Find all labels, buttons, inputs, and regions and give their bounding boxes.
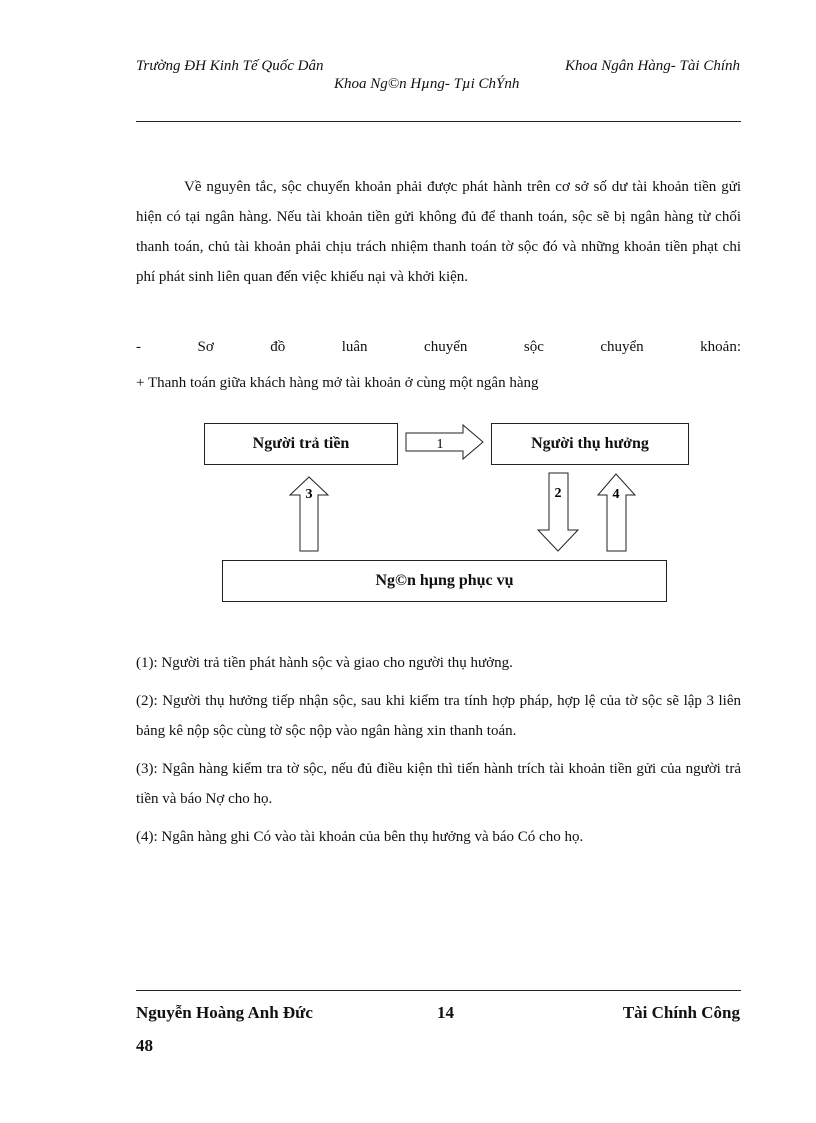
footer-page-number: 14: [437, 1003, 454, 1022]
header-school: Trường ĐH Kinh Tế Quốc Dân: [136, 58, 324, 74]
heading-word: chuyển: [600, 339, 644, 355]
footer-class-number: 48: [136, 1036, 153, 1055]
arrow-4-label: 4: [612, 487, 620, 502]
footer-class-name: Tài Chính Công: [622, 1003, 740, 1022]
heading-word: đồ: [270, 339, 286, 355]
arrow-2-label: 2: [554, 486, 562, 501]
heading-word: chuyển: [424, 339, 468, 355]
heading-word: luân: [341, 339, 368, 355]
footer-rule: [136, 990, 741, 991]
note-1: (1): Người trả tiền phát hành sộc và giao cho người thụ hưởng.: [136, 655, 513, 671]
heading-dash: -: [136, 339, 141, 355]
header-faculty-garbled: Khoa Ng©n Hµng- Tµi ChÝnh: [334, 76, 520, 92]
arrow-2-icon: [538, 473, 578, 551]
footer-author: Nguyễn Hoàng Anh Đức: [136, 1003, 313, 1022]
arrow-3-label: 3: [305, 487, 313, 502]
heading-word: khoản:: [700, 339, 741, 355]
bank-box: Ng©n hµng phục vụ: [222, 560, 667, 602]
arrow-1-label: 1: [436, 437, 444, 452]
note-4: (4): Ngân hàng ghi Có vào tài khoản của bên thụ hưởng và báo Có cho họ.: [136, 829, 584, 845]
heading-word: Sơ: [197, 339, 214, 355]
arrow-4-icon: [598, 474, 635, 551]
note-3: (3): Ngân hàng kiểm tra tờ sộc, nếu đủ điều kiện thì tiến hành trích tài khoản tiền gửi của người trả tiền và báo Nợ cho họ.: [136, 761, 741, 807]
diagram-subheading: + Thanh toán giữa khách hàng mở tài khoản ở cùng một ngân hàng: [136, 375, 539, 391]
heading-word: sộc: [523, 339, 544, 355]
header-faculty: Khoa Ngân Hàng- Tài Chính: [564, 58, 740, 74]
payer-box: Người trả tiền: [204, 423, 398, 465]
payee-box: Người thụ hưởng: [491, 423, 689, 465]
body-paragraph: Về nguyên tắc, sộc chuyển khoản phải được phát hành trên cơ sở số dư tài khoản tiền gửi hiện có tại ngân hàng. Nếu tài khoản tiền gửi không đủ để thanh toán, sộc sẽ bị ngân hàng từ chối thanh toán, chủ tài khoản phải chịu trách nhiệm thanh toán tờ sộc đó và những khoản tiền phạt chi phí phát sinh liên quan đến việc khiếu nại và khởi kiện.: [136, 179, 741, 285]
arrow-1-icon: [406, 425, 483, 459]
note-2: (2): Người thụ hưởng tiếp nhận sộc, sau khi kiểm tra tính hợp pháp, hợp lệ của tờ sộc sẽ lập 3 liên bảng kê nộp sộc cùng tờ sộc nộp vào ngân hàng xin thanh toán.: [136, 693, 741, 739]
